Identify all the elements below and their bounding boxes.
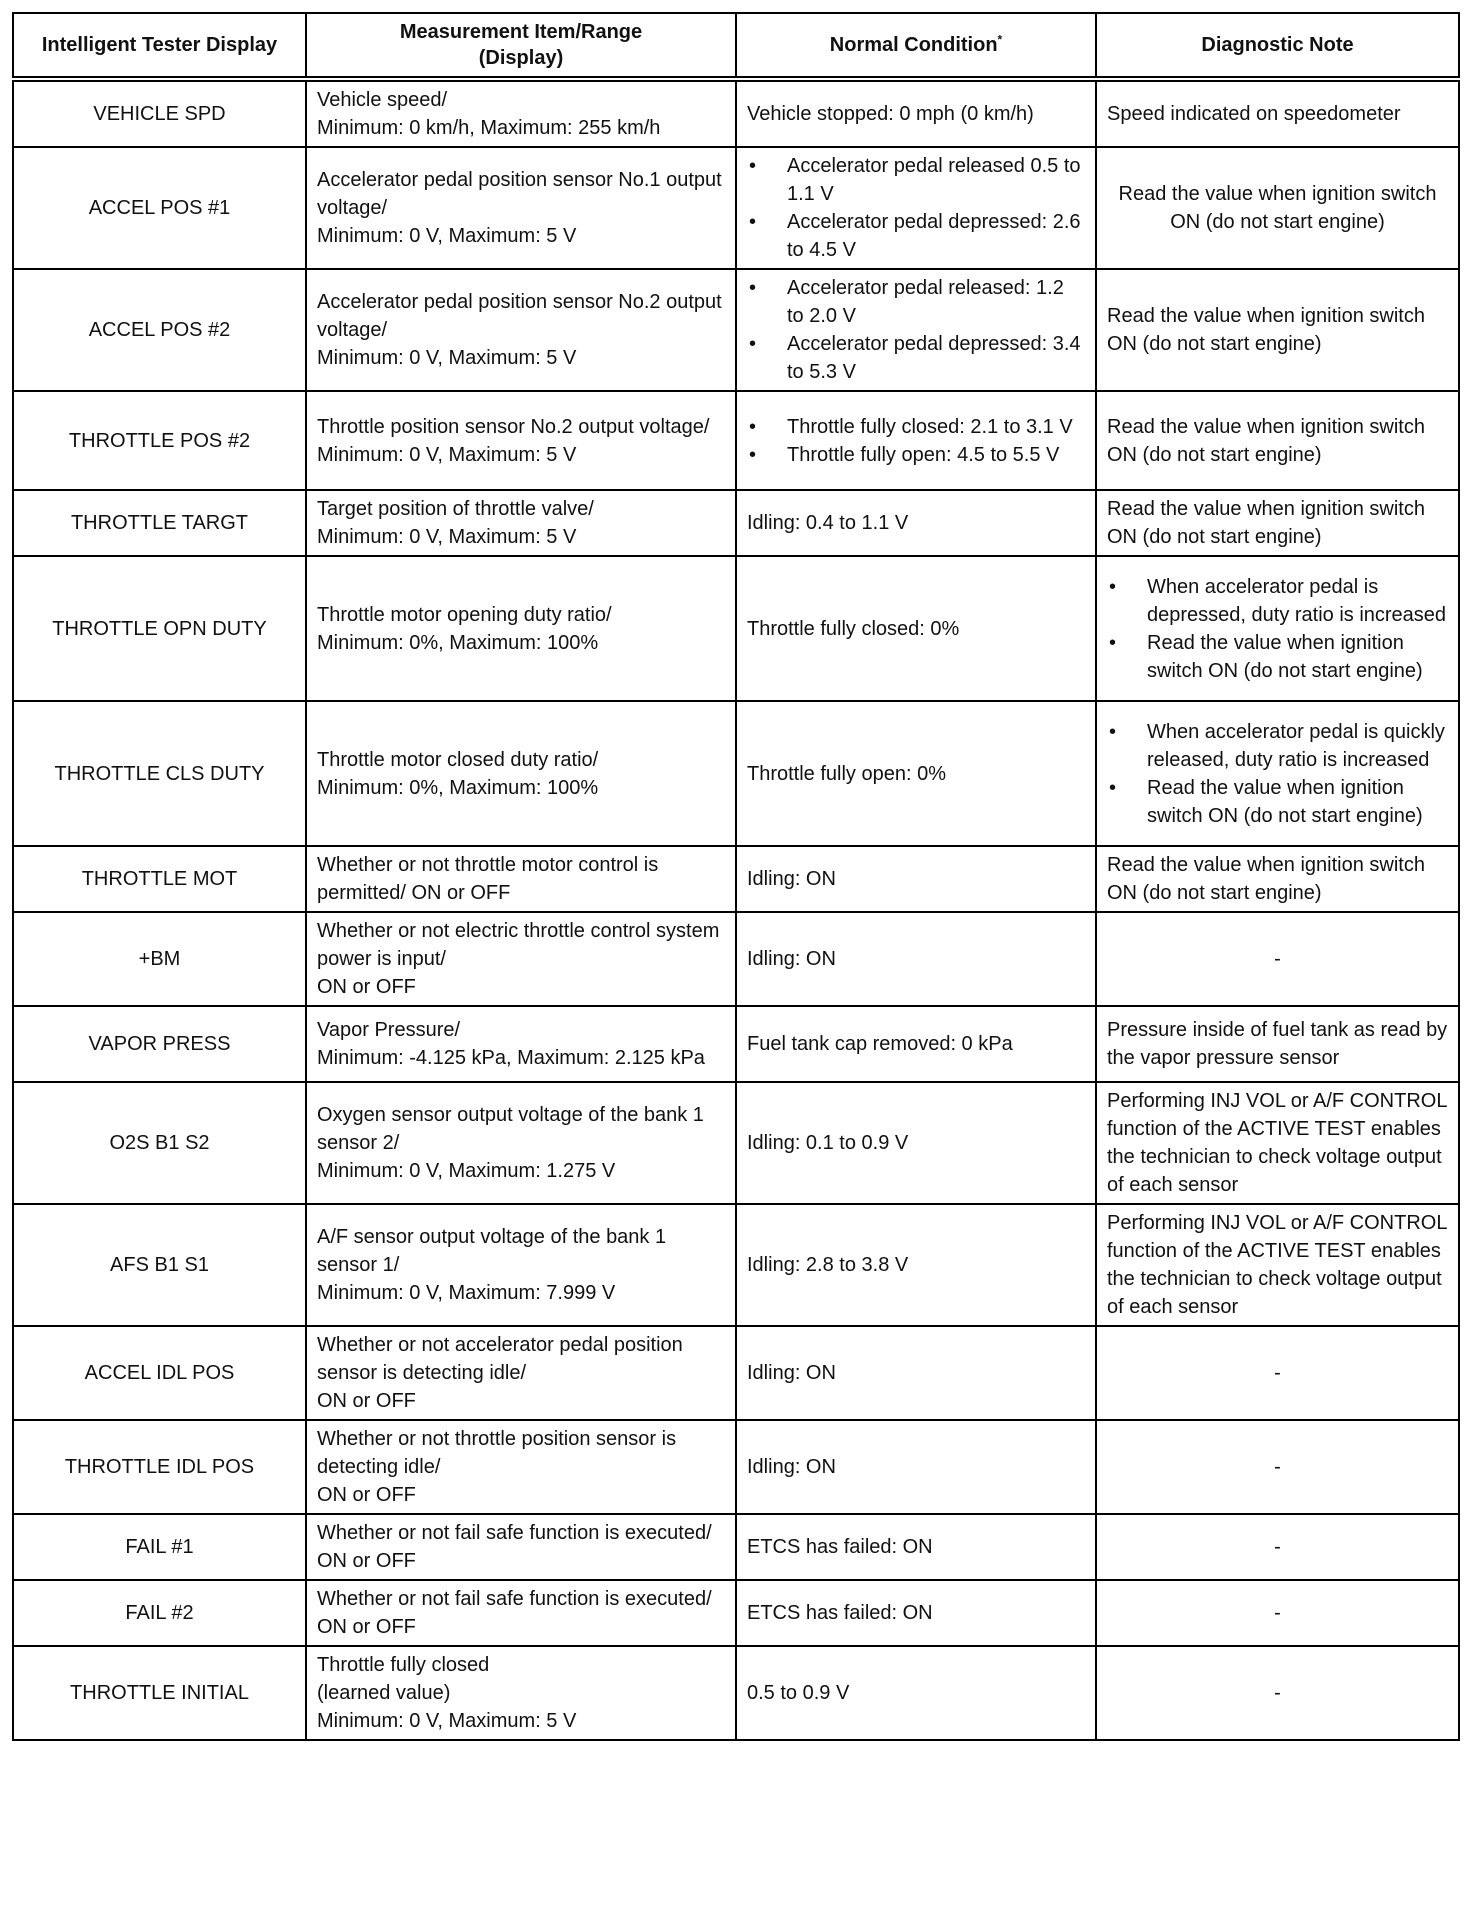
diagnostic-note-list — [1107, 718, 1448, 830]
diagnostic-note-cell — [1096, 1082, 1459, 1204]
measurement-cell — [306, 269, 736, 391]
tester-display-text: THROTTLE INITIAL — [70, 1682, 249, 1704]
measurement-cell — [306, 1580, 736, 1646]
diagnostic-note-cell — [1096, 1420, 1459, 1514]
table-row — [13, 1420, 1459, 1514]
data-list-table — [12, 12, 1460, 1741]
diagnostic-note-item: • When accelerator pedal is depressed, duty ratio is increased — [1107, 573, 1448, 629]
diagnostic-note-cell — [1096, 1580, 1459, 1646]
diagnostic-note-text: Read the value when ignition switch ON (do not start engine) — [1107, 305, 1425, 355]
tester-display-text: VEHICLE SPD — [93, 103, 226, 125]
measurement-line: Vapor Pressure/ — [317, 1019, 461, 1041]
diagnostic-note-item: • Read the value when ignition switch ON (do not start engine) — [1107, 629, 1448, 685]
tester-display-text: THROTTLE POS #2 — [68, 429, 251, 452]
table-row — [13, 912, 1459, 1006]
table-row — [13, 490, 1459, 556]
measurement-line: Whether or not throttle position sensor is detecting idle/ — [317, 1428, 677, 1478]
measurement-line: Oxygen sensor output voltage of the bank 1 sensor 2/ — [317, 1104, 704, 1154]
normal-condition-text: Idling: ON — [747, 1456, 836, 1478]
diagnostic-note-text: Pressure inside of fuel tank as read by the vapor pressure sensor — [1107, 1019, 1448, 1069]
normal-condition-text: Vehicle stopped: 0 mph (0 km/h) — [747, 103, 1034, 125]
normal-condition-cell — [736, 1646, 1096, 1740]
normal-condition-cell — [736, 1204, 1096, 1326]
diagnostic-note-cell — [1096, 391, 1459, 490]
tester-display-cell — [13, 1580, 306, 1646]
normal-condition-text: Idling: 2.8 to 3.8 V — [747, 1254, 909, 1276]
tester-display-text: THROTTLE MOT — [81, 868, 238, 890]
tester-display-text: FAIL #2 — [125, 1602, 194, 1624]
table-row — [13, 846, 1459, 912]
tester-display-text: THROTTLE CLS DUTY — [54, 762, 265, 785]
tester-display-cell — [13, 846, 306, 912]
normal-condition-text: Idling: ON — [747, 868, 836, 890]
tester-display-cell — [13, 1514, 306, 1580]
table-row — [13, 269, 1459, 391]
diagnostic-note-text: - — [1274, 1362, 1281, 1384]
normal-condition-cell — [736, 1514, 1096, 1580]
diagnostic-note-text: - — [1274, 1536, 1281, 1558]
normal-condition-list — [747, 274, 1085, 386]
measurement-line: Minimum: 0%, Maximum: 100% — [317, 631, 599, 654]
tester-display-text: THROTTLE IDL POS — [64, 1456, 255, 1478]
tester-display-text: ACCEL POS #2 — [88, 319, 231, 341]
table-row — [13, 556, 1459, 701]
normal-condition-cell — [736, 1082, 1096, 1204]
measurement-line: Whether or not accelerator pedal position sensor is detecting idle/ — [317, 1334, 683, 1384]
measurement-cell — [306, 79, 736, 147]
header-normal-label: Normal Condition — [829, 34, 998, 56]
diagnostic-note-cell — [1096, 556, 1459, 701]
normal-condition-cell — [736, 1006, 1096, 1082]
measurement-line: Accelerator pedal position sensor No.2 output voltage/ — [317, 291, 722, 341]
measurement-line: Vehicle speed/ — [317, 89, 448, 111]
diagnostic-note-text: Read the value when ignition switch ON (do not start engine) — [1107, 415, 1425, 466]
normal-condition-cell — [736, 1420, 1096, 1514]
table-row — [13, 1006, 1459, 1082]
table-row — [13, 1204, 1459, 1326]
diagnostic-note-cell — [1096, 1006, 1459, 1082]
normal-condition-item: • Accelerator pedal depressed: 3.4 to 5.3 V — [747, 330, 1085, 386]
diagnostic-note-text: Speed indicated on speedometer — [1107, 103, 1401, 125]
measurement-line: (learned value) — [317, 1682, 451, 1704]
normal-condition-text: Idling: ON — [747, 948, 836, 970]
tester-display-cell — [13, 701, 306, 846]
measurement-line: Whether or not fail safe function is executed/ ON or OFF — [317, 1522, 712, 1572]
tester-display-text: THROTTLE TARGT — [70, 512, 249, 534]
normal-condition-cell — [736, 147, 1096, 269]
diagnostic-note-cell — [1096, 147, 1459, 269]
table-row — [13, 1082, 1459, 1204]
measurement-line: Whether or not throttle motor control is permitted/ ON or OFF — [317, 854, 659, 904]
tester-display-text: ACCEL IDL POS — [84, 1362, 235, 1384]
diagnostic-note-text: - — [1274, 948, 1281, 970]
header-note-label: Diagnostic Note — [1201, 34, 1354, 56]
normal-condition-text: ETCS has failed: ON — [747, 1602, 933, 1624]
measurement-cell — [306, 1420, 736, 1514]
diagnostic-note-cell — [1096, 1326, 1459, 1420]
diagnostic-note-text: - — [1274, 1456, 1281, 1478]
measurement-line: Target position of throttle valve/ — [317, 498, 594, 520]
normal-condition-cell — [736, 79, 1096, 147]
tester-display-cell — [13, 1204, 306, 1326]
table-row — [13, 1326, 1459, 1420]
measurement-line: ON or OFF — [317, 976, 416, 998]
diagnostic-note-item: • Read the value when ignition switch ON (do not start engine) — [1107, 774, 1448, 830]
normal-condition-cell — [736, 556, 1096, 701]
diagnostic-note-cell — [1096, 269, 1459, 391]
measurement-line: Minimum: 0 V, Maximum: 7.999 V — [317, 1282, 616, 1304]
measurement-line: Throttle fully closed — [317, 1654, 490, 1676]
normal-condition-text: Fuel tank cap removed: 0 kPa — [747, 1033, 1013, 1055]
header-measurement — [306, 13, 736, 79]
measurement-cell — [306, 701, 736, 846]
table-header — [13, 13, 1459, 79]
diagnostic-note-cell — [1096, 1514, 1459, 1580]
diagnostic-note-list — [1107, 573, 1448, 685]
diagnostic-note-text: Performing INJ VOL or A/F CONTROL function of the ACTIVE TEST enables the technician to check voltage output of each sensor — [1107, 1212, 1447, 1318]
tester-display-cell — [13, 79, 306, 147]
diagnostic-note-text: Performing INJ VOL or A/F CONTROL function of the ACTIVE TEST enables the technician to check voltage output of each sensor — [1107, 1090, 1447, 1196]
measurement-line: Minimum: 0 V, Maximum: 1.275 V — [317, 1160, 616, 1182]
tester-display-text: AFS B1 S1 — [110, 1254, 209, 1276]
measurement-line: Whether or not electric throttle control system power is input/ — [317, 920, 720, 970]
table-row — [13, 391, 1459, 490]
measurement-line: Minimum: 0%, Maximum: 100% — [317, 776, 599, 799]
diagnostic-note-text: Read the value when ignition switch ON (do not start engine) — [1107, 498, 1425, 548]
normal-condition-text: Idling: 0.4 to 1.1 V — [747, 512, 909, 534]
normal-condition-cell — [736, 269, 1096, 391]
tester-display-cell — [13, 912, 306, 1006]
header-measurement-sub: (Display) — [478, 47, 564, 69]
normal-condition-cell — [736, 701, 1096, 846]
tester-display-cell — [13, 490, 306, 556]
header-row — [13, 13, 1459, 79]
measurement-line: Minimum: 0 V, Maximum: 5 V — [317, 526, 577, 548]
table-row — [13, 1646, 1459, 1740]
tester-display-cell — [13, 1646, 306, 1740]
tester-display-cell — [13, 556, 306, 701]
normal-condition-cell — [736, 846, 1096, 912]
tester-display-cell — [13, 147, 306, 269]
measurement-line: Accelerator pedal position sensor No.1 output voltage/ — [317, 169, 722, 219]
measurement-cell — [306, 147, 736, 269]
table-row — [13, 701, 1459, 846]
normal-condition-item: • Accelerator pedal depressed: 2.6 to 4.5 V — [747, 208, 1085, 264]
measurement-line: Throttle position sensor No.2 output voltage/ Minimum: 0 V, Maximum: 5 V — [317, 415, 710, 466]
diagnostic-note-cell — [1096, 1646, 1459, 1740]
tester-display-text: +BM — [138, 948, 181, 970]
table-row — [13, 1580, 1459, 1646]
normal-condition-text: 0.5 to 0.9 V — [747, 1682, 850, 1704]
tester-display-cell — [13, 269, 306, 391]
diagnostic-note-cell — [1096, 701, 1459, 846]
normal-condition-text: Idling: 0.1 to 0.9 V — [747, 1132, 909, 1154]
normal-condition-text: Idling: ON — [747, 1362, 836, 1384]
measurement-line: ON or OFF — [317, 1484, 416, 1506]
measurement-line: Minimum: -4.125 kPa, Maximum: 2.125 kPa — [317, 1047, 705, 1069]
normal-condition-item: • Accelerator pedal released 0.5 to 1.1 V — [747, 152, 1085, 208]
measurement-line: ON or OFF — [317, 1390, 416, 1412]
header-measurement-label: Measurement Item/Range — [399, 21, 643, 43]
measurement-line: Whether or not fail safe function is executed/ ON or OFF — [317, 1588, 712, 1638]
header-display-label: Intelligent Tester Display — [41, 34, 278, 56]
diagnostic-note-cell — [1096, 79, 1459, 147]
table-row — [13, 147, 1459, 269]
measurement-line: Minimum: 0 V, Maximum: 5 V — [317, 225, 577, 247]
measurement-cell — [306, 1006, 736, 1082]
tester-display-text: VAPOR PRESS — [88, 1033, 231, 1055]
measurement-line: A/F sensor output voltage of the bank 1 sensor 1/ — [317, 1226, 667, 1276]
tester-display-cell — [13, 1326, 306, 1420]
normal-condition-item: • Throttle fully open: 4.5 to 5.5 V — [747, 441, 1085, 469]
tester-display-text: FAIL #1 — [125, 1536, 194, 1558]
normal-condition-list — [747, 152, 1085, 264]
normal-condition-cell — [736, 912, 1096, 1006]
normal-condition-cell — [736, 1326, 1096, 1420]
measurement-cell — [306, 1326, 736, 1420]
diagnostic-note-text: Read the value when ignition switch ON (do not start engine) — [1118, 183, 1437, 233]
diagnostic-note-cell — [1096, 846, 1459, 912]
tester-display-cell — [13, 391, 306, 490]
tester-display-cell — [13, 1420, 306, 1514]
header-normal — [736, 13, 1096, 79]
tester-display-cell — [13, 1082, 306, 1204]
table-row — [13, 79, 1459, 147]
diagnostic-note-text: - — [1274, 1602, 1281, 1624]
tester-display-cell — [13, 1006, 306, 1082]
measurement-cell — [306, 912, 736, 1006]
measurement-cell — [306, 391, 736, 490]
header-display — [13, 13, 306, 79]
normal-condition-item: • Throttle fully closed: 2.1 to 3.1 V — [747, 413, 1085, 441]
diagnostic-note-item: • When accelerator pedal is quickly released, duty ratio is increased — [1107, 718, 1448, 774]
table-body — [13, 79, 1459, 1740]
measurement-cell — [306, 490, 736, 556]
header-normal-asterisk: * — [997, 32, 1003, 47]
normal-condition-cell — [736, 391, 1096, 490]
measurement-line: Throttle motor closed duty ratio/ — [317, 748, 599, 771]
normal-condition-item: • Accelerator pedal released: 1.2 to 2.0 V — [747, 274, 1085, 330]
diagnostic-note-text: - — [1274, 1682, 1281, 1704]
normal-condition-cell — [736, 1580, 1096, 1646]
measurement-cell — [306, 1082, 736, 1204]
normal-condition-text: Throttle fully closed: 0% — [747, 617, 960, 640]
diagnostic-note-cell — [1096, 490, 1459, 556]
measurement-cell — [306, 1646, 736, 1740]
table-row — [13, 1514, 1459, 1580]
diagnostic-note-cell — [1096, 1204, 1459, 1326]
measurement-cell — [306, 846, 736, 912]
measurement-line: Minimum: 0 V, Maximum: 5 V — [317, 1710, 577, 1732]
tester-display-text: O2S B1 S2 — [109, 1132, 210, 1154]
normal-condition-text: Throttle fully open: 0% — [747, 762, 946, 785]
normal-condition-text: ETCS has failed: ON — [747, 1536, 933, 1558]
header-note — [1096, 13, 1459, 79]
normal-condition-list — [747, 413, 1085, 469]
measurement-line: Minimum: 0 km/h, Maximum: 255 km/h — [317, 117, 661, 139]
measurement-cell — [306, 556, 736, 701]
measurement-line: Throttle motor opening duty ratio/ — [317, 603, 612, 626]
diagnostic-note-text: Read the value when ignition switch ON (do not start engine) — [1107, 854, 1425, 904]
measurement-cell — [306, 1204, 736, 1326]
tester-display-text: ACCEL POS #1 — [88, 197, 231, 219]
measurement-cell — [306, 1514, 736, 1580]
measurement-line: Minimum: 0 V, Maximum: 5 V — [317, 347, 577, 369]
normal-condition-cell — [736, 490, 1096, 556]
tester-display-text: THROTTLE OPN DUTY — [52, 617, 267, 640]
diagnostic-note-cell — [1096, 912, 1459, 1006]
